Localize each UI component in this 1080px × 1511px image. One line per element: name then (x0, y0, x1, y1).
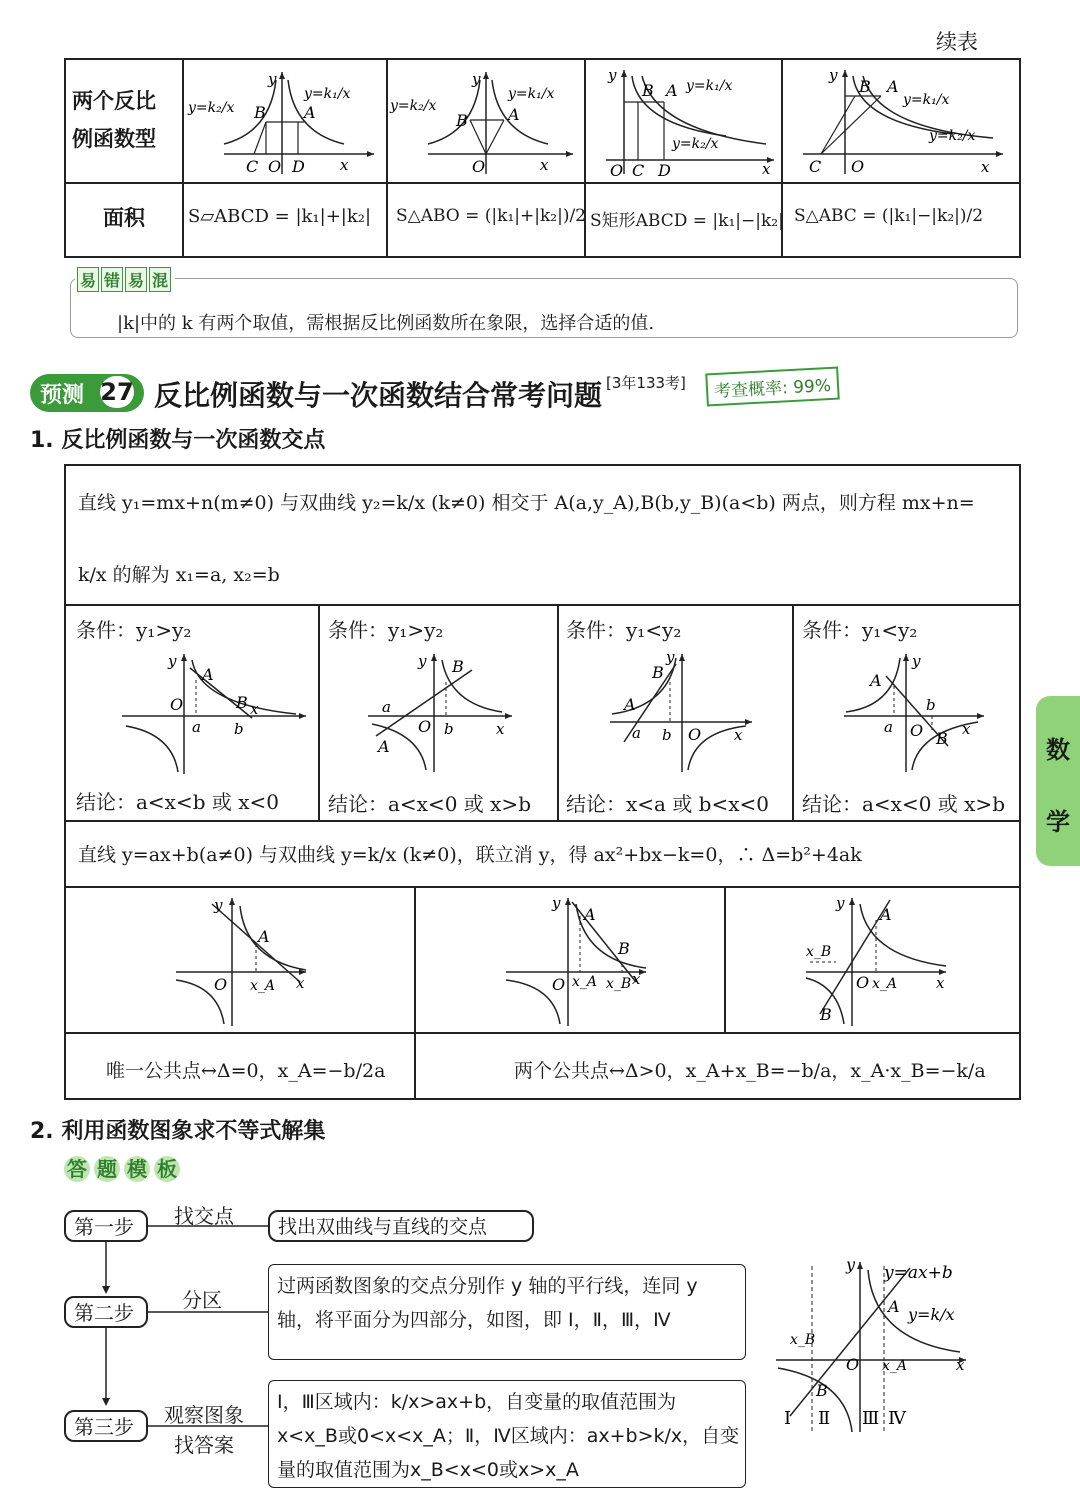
svg-text:y=k₁/x: y=k₁/x (903, 92, 950, 108)
section-exam-count: [3年133考] (606, 374, 686, 392)
svg-text:C: C (632, 161, 645, 180)
intersection-table (64, 464, 1021, 1100)
step1-action: 找交点 (174, 1204, 234, 1228)
svg-text:B: B (859, 77, 871, 96)
svg-text:y: y (268, 70, 277, 88)
svg-text:y: y (552, 894, 561, 912)
svg-text:x: x (734, 726, 743, 744)
area-triangle-abc: S△ABC = (|k₁|−|k₂|)/2 (794, 206, 984, 226)
svg-text:A: A (508, 105, 520, 124)
unique-point: 唯一公共点↔Δ=0，x_A=−b/2a (106, 1060, 386, 1082)
two-points: 两个公共点↔Δ>0，x_A+x_B=−b/a，x_A·x_B=−k/a (514, 1060, 986, 1082)
svg-text:x_A: x_A (872, 976, 898, 992)
continued-label: 续表 (936, 30, 978, 54)
svg-text:a: a (632, 724, 641, 742)
svg-text:O: O (851, 157, 865, 176)
case1-condition: 条件：y₁>y₂ (76, 618, 192, 642)
svg-text:b: b (662, 726, 672, 744)
svg-text:x: x (762, 160, 771, 178)
case1-conclusion: 结论：a<x<b 或 x<0 (76, 790, 279, 814)
svg-text:x: x (250, 700, 259, 718)
tip-text: |k|中的 k 有两个取值，需根据反比例函数所在象限，选择合适的值. (117, 313, 655, 334)
svg-text:O: O (214, 975, 228, 994)
region-figure (770, 1256, 970, 1436)
svg-text:A: A (584, 905, 596, 924)
svg-text:y: y (168, 652, 177, 670)
svg-text:A: A (378, 737, 390, 756)
step3-box: 第三步 (64, 1410, 148, 1442)
svg-text:y: y (836, 894, 845, 912)
svg-text:x: x (296, 974, 305, 992)
svg-text:y=k₂/x: y=k₂/x (929, 128, 976, 144)
subject-tab-char2: 学 (1046, 808, 1070, 836)
svg-text:x_B: x_B (790, 1332, 816, 1348)
label-B: B (254, 103, 266, 122)
section-probability: 考查概率: 99% (705, 367, 839, 407)
svg-text:b: b (926, 696, 936, 714)
svg-text:A: A (666, 81, 678, 100)
svg-text:B: B (820, 1005, 832, 1024)
svg-text:B: B (816, 1381, 828, 1400)
svg-text:B: B (618, 939, 630, 958)
section-badge: 预测 27 (30, 374, 144, 412)
step1-content: 找出双曲线与直线的交点 (268, 1210, 534, 1242)
svg-text:y=k₁/x: y=k₁/x (304, 86, 351, 102)
svg-text:y=k₂/x: y=k₂/x (188, 100, 235, 116)
case3-condition: 条件：y₁<y₂ (566, 618, 682, 642)
svg-text:x: x (962, 720, 971, 738)
delta-graph-two-positive (496, 890, 716, 1030)
svg-text:Ⅲ: Ⅲ (862, 1408, 880, 1429)
svg-text:B: B (936, 729, 948, 748)
svg-text:y: y (472, 70, 481, 88)
svg-text:O: O (418, 717, 432, 736)
step3-action: 观察图象找答案 (164, 1403, 244, 1457)
part1-heading: 1. 反比例函数与一次函数交点 (30, 428, 326, 453)
tip-tags: 易 错 易 混 (75, 267, 175, 292)
svg-text:a: a (382, 698, 391, 716)
svg-text:y=k₁/x: y=k₁/x (508, 86, 555, 102)
svg-text:O: O (856, 973, 870, 992)
case2-graph (362, 646, 552, 776)
svg-text:x_A: x_A (572, 974, 598, 990)
graph-triangle-abo (388, 62, 583, 180)
svg-text:x_B: x_B (606, 976, 632, 992)
row-label-type: 两个反比例函数型 (72, 89, 156, 151)
area-triangle-abo: S△ABO = (|k₁|+|k₂|)/2 (396, 206, 586, 226)
case4-graph (838, 646, 1018, 776)
svg-text:y: y (846, 1256, 856, 1274)
subject-tab (1036, 696, 1080, 866)
svg-text:A: A (887, 77, 899, 96)
intro-line2: k/x 的解为 x₁=a, x₂=b (78, 564, 280, 586)
label-A: A (304, 103, 316, 122)
svg-text:O: O (170, 695, 184, 714)
svg-text:A: A (202, 665, 214, 684)
svg-text:O: O (268, 157, 282, 176)
svg-text:b: b (234, 720, 244, 738)
svg-text:x: x (340, 156, 349, 174)
svg-text:y: y (608, 66, 617, 84)
delta-line: 直线 y=ax+b(a≠0) 与双曲线 y=k/x (k≠0)，联立消 y，得 ax²+bx−k=0，∴ Δ=b²+4ak (78, 844, 862, 866)
case4-condition: 条件：y₁<y₂ (802, 618, 918, 642)
svg-text:Ⅰ: Ⅰ (784, 1408, 792, 1429)
svg-text:Ⅱ: Ⅱ (818, 1408, 831, 1429)
svg-text:x: x (496, 720, 505, 738)
svg-text:C: C (809, 157, 822, 176)
graph-triangle-abc (783, 62, 1017, 180)
svg-text:y: y (666, 648, 675, 666)
svg-text:y=ax+b: y=ax+b (884, 1263, 953, 1283)
svg-text:B: B (652, 663, 664, 682)
row-label-area: 面积 (103, 206, 145, 230)
svg-text:x: x (540, 156, 549, 174)
svg-text:b: b (444, 720, 454, 738)
svg-text:A: A (258, 927, 270, 946)
tip-box (70, 271, 1018, 338)
svg-text:x: x (956, 1356, 965, 1374)
svg-text:A: A (888, 1297, 900, 1316)
svg-text:D: D (292, 157, 305, 176)
svg-text:O: O (472, 157, 486, 176)
graph-parallelogram (184, 62, 384, 180)
subject-tab-char1: 数 (1046, 736, 1070, 764)
svg-text:x: x (981, 158, 990, 176)
case3-conclusion: 结论：x<a 或 b<x<0 (566, 792, 769, 816)
case2-conclusion: 结论：a<x<0 或 x>b (328, 792, 531, 816)
svg-text:Ⅳ: Ⅳ (888, 1408, 906, 1429)
case1-graph (116, 646, 316, 776)
svg-text:A: A (880, 905, 892, 924)
svg-text:y=k/x: y=k/x (908, 1305, 955, 1324)
step2-box: 第二步 (64, 1296, 148, 1328)
step3-content: Ⅰ，Ⅲ区域内：k/x>ax+b，自变量的取值范围为 x<x_B或0<x<x_A；Ⅱ，Ⅳ区域内：ax+b>k/x，自变 量的取值范围为x_B<x<0或x>x_A (268, 1380, 746, 1488)
svg-text:y: y (214, 896, 223, 914)
section-title: 反比例函数与一次函数结合常考问题 (154, 379, 603, 412)
svg-text:a: a (884, 718, 893, 736)
svg-text:x: x (936, 974, 945, 992)
svg-text:y=k₁/x: y=k₁/x (686, 78, 733, 94)
template-tags: 答 题 模 板 (64, 1156, 180, 1182)
svg-text:x: x (632, 970, 641, 988)
svg-text:y=k₂/x: y=k₂/x (390, 98, 437, 114)
graph-rectangle (586, 62, 780, 180)
svg-text:y: y (829, 66, 838, 84)
case2-condition: 条件：y₁>y₂ (328, 618, 444, 642)
svg-text:B: B (452, 657, 464, 676)
area-parallelogram: S▱ABCD = |k₁|+|k₂| (188, 206, 372, 227)
svg-text:y: y (912, 652, 921, 670)
case4-conclusion: 结论：a<x<0 或 x>b (802, 792, 1005, 816)
svg-text:O: O (910, 721, 924, 740)
delta-graph-two-mixed (796, 890, 986, 1030)
svg-text:a: a (192, 718, 201, 736)
step2-action: 分区 (182, 1288, 222, 1312)
svg-text:O: O (688, 725, 702, 744)
part2-heading: 2. 利用函数图象求不等式解集 (30, 1119, 326, 1144)
step1-box: 第一步 (64, 1210, 148, 1242)
area-rectangle: S矩形ABCD = |k₁|−|k₂| (590, 211, 784, 231)
svg-text:x_B: x_B (806, 944, 832, 960)
svg-text:O: O (610, 161, 624, 180)
svg-text:B: B (642, 81, 654, 100)
svg-text:B: B (456, 111, 468, 130)
case3-graph (602, 646, 792, 776)
two-inverse-table (64, 58, 1021, 258)
svg-text:O: O (846, 1355, 860, 1374)
intro-line1: 直线 y₁=mx+n(m≠0) 与双曲线 y₂=k/x (k≠0) 相交于 A(a,y_A),B(b,y_B)(a<b) 两点，则方程 mx+n= (78, 492, 975, 514)
svg-text:B: B (236, 693, 248, 712)
svg-text:O: O (552, 975, 566, 994)
svg-text:C: C (246, 157, 259, 176)
svg-text:x_A: x_A (250, 978, 276, 994)
svg-text:y: y (418, 652, 427, 670)
svg-text:x_A: x_A (882, 1358, 908, 1374)
svg-text:A: A (624, 695, 636, 714)
svg-text:y=k₂/x: y=k₂/x (672, 136, 719, 152)
svg-text:A: A (870, 671, 882, 690)
step2-content: 过两函数图象的交点分别作 y 轴的平行线，连同 y 轴，将平面分为四部分，如图，即 Ⅰ，Ⅱ，Ⅲ，Ⅳ (268, 1264, 746, 1360)
delta-graph-one (166, 890, 406, 1030)
svg-text:D: D (658, 161, 671, 180)
